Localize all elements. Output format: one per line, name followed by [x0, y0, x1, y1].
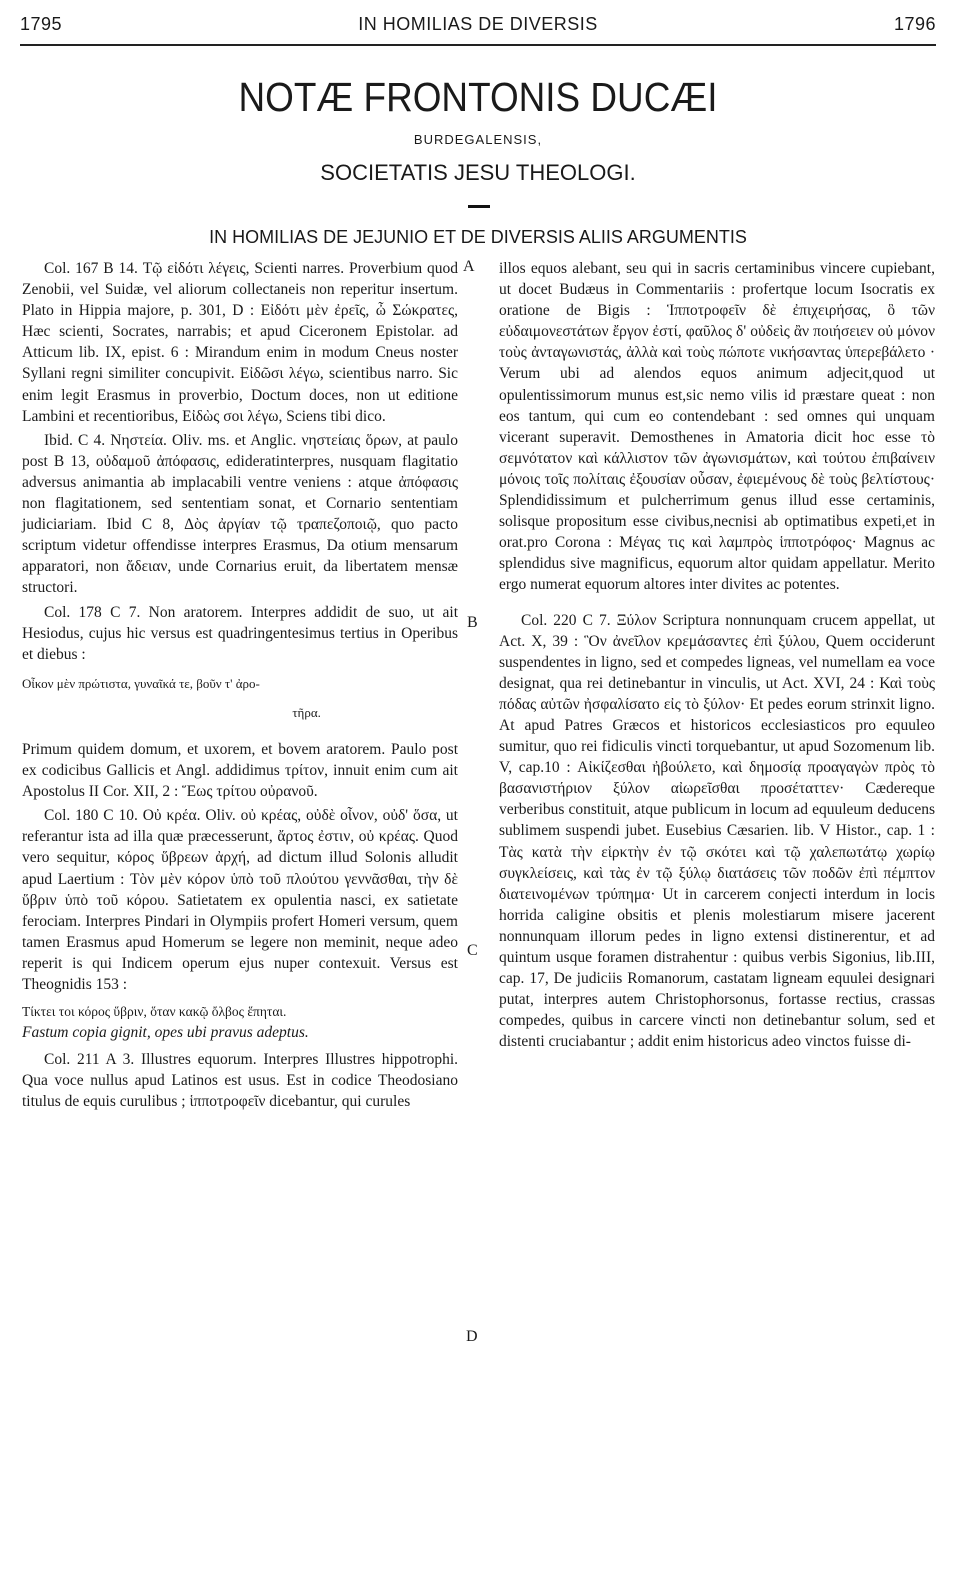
subtitle-society: SOCIETATIS JESU THEOLOGI. — [320, 160, 636, 185]
greek-verse-theognis: Τίκτει τοι κόρος ὕβριν, ὅταν κακῷ ὄλβος ἕπηται. — [22, 1004, 287, 1020]
subtitle-origin: BURDEGALENSIS, — [413, 132, 543, 147]
right-column — [499, 258, 935, 1055]
running-head — [20, 14, 936, 42]
header-rule — [20, 44, 936, 46]
margin-marker-b: B — [467, 614, 478, 631]
note-col-220: Col. 220 C 7. Ξύλον Scriptura nonnunquam crucem appellat, ut Act. X, 39 : Ὃν ἀνεῖλον κρεμάσαντες ἐπὶ ξύλου, Quem occiderunt suspendentes in ligno, sed et compedes ligneas, vel numellam ea voce designat, qua rei detinebantur in vinculis, ut Act. XVI, 24 : Καὶ τοὺς πόδας αὐτῶν ἠσφαλίσατο εἰς τὸ ξύλον· Et pedes eorum strinxit ligno. At apud Patres Græcos et historicos ecclesiasticos pro equuleo sumitur, quo rei fidiculis vincti torquebantur, ut apud Sozomenum lib. V, cap.10 : Αἰκίζεσθαι ἠβούλετο, καὶ δημοσίᾳ προαγαγὼν πρὸς τὸ βασανιστήριον ξύλον αἰωρεῖσθαι προσέταττεν· Cædereque verberibus constituit, atque publicum in locum ad equuleum deducens sublimem suspendi jubet. Eusebius Cæsarien. lib. V Histor., cap. 1 : Τὰς κατὰ τὴν εἱρκτὴν ἐν τῷ σκότει καὶ τῷ χαλεπωτάτῳ χωρίῳ συγκλείσεις, καὶ τὰς ἐν τῷ ξύλῳ διατάσεις τῶν ποδῶν ἐπὶ πέμπτον διατεινομένων τρύπημα· Ut in carcerem conjecti interdum in locis horrida caligine obsitis et plenis molestiarum misere jacerent nonnunquam illorum pedes in ligno extensi distinerentur, et ad quintum usque foramen distrahentur : quibus verbis Sigonius, lib.III, cap. 17, De judiciis Romanorum, castatam ligneam equulei designari putat, interpres autem Christophorsonus, fortasse rectius, crassas compedes, quibus in carcere vincti non detinebantur solum, sed et distenti cruciabantur ; addit enim historicus adeo vinctos fuisse di- — [499, 611, 935, 1051]
note-col-178: Col. 178 C 7. Non aratorem. Interpres addidit de suo, ut ait Hesiodus, cujus hic versus est quadringentesimus tertius in Operibus et diebus : — [22, 603, 458, 663]
note-primum-quidem: Primum quidem domum, et uxorem, et bovem aratorem. Paulo post ex codicibus Gallicis et Angl. addidimus τρίτον, innuit enim cum ait Apostolus II Cor. XII, 2 : Ἕως τρίτου οὐρανοῦ. — [22, 740, 458, 801]
note-col-180: Col. 180 C 10. Οὐ κρέα. Oliv. οὐ κρέας, οὐδὲ οἶνον, οὐδ' ὅσα, ut referantur ista ad illa quæ præcesserunt, ἄρτος ἐστιν, οὐ κρέας. Quod vero sequitur, κόρος ὕβρεων ἀρχή, ad dictum illud Solonis alludit apud Laertium : Τὸν μὲν κόρον ὑπὸ τοῦ πλούτου γεννᾶσθαι, τὴν δὲ ὕβριν ὑπὸ τοῦ κόρου. Satietatem ex opulentia nasci, ex satietate ferociam. Interpres Pindari in Olympiis profert Homeri versum, quem tamen Erasmus apud Homerum se legere non meminit, neque adeo reperit is qui Indicem operum ejus nuper contexuit. Versus est Theognidis 153 : — [22, 807, 458, 993]
note-col-211: Col. 211 A 3. Illustres equorum. Interpres Illustres hippotrophi. Qua voce nullus apud Latinos est usus. Est in codice Theodosiano titulus de equis curulibus ; ἱπποτροφεῖν dicebantur, qui curules — [22, 1051, 458, 1111]
note-ibid-c4: Ibid. C 4. Νηστεία. Oliv. ms. et Anglic. νηστείαις ὅρων, at paulo post B 13, οὐδαμοῦ ἀπόφασις, edideratinterpres, nusquam flagitatio adversus animantia ab implacabili ventre veniens : atque ἀπόφασις non flagitationem, sed sententiam sonat, et Cornario sententiam judiciariam. Ibid C 8, Δὸς ἀργίαν τῷ τραπεζοποιῷ, quo pacto scriptum videtur offendisse interpres Erasmus, Da otium mensarum apparatori, non ἄδειαν, unde Cornarius eruit, da libertatem mensæ structori. — [22, 431, 458, 597]
note-col-167: Col. 167 B 14. Τῷ εἰδότι λέγεις, Scienti narres. Proverbium quod Zenobii, vel Suidæ, vel aliorum collectaneis non reperitur insertum. Plato in Hippia majore, p. 301, D : Εἰδότι μὲν ἐρεῖς, ὦ Σώκρατες, Hæc scienti, Socrates, narrabis; et apud Ciceronem Epistolar. ad Atticum lib. IX, epist. 6 : Mirandum enim in modum Cneus noster Syllani regni similiter concupivit. Εἰδῶσι λέγω, scientibus narro. Sic enim legit Erasmus in proverbio, Doctum doces, non ut editione Lambini et recentioribus, Εἰδὼς σοι λέγω, Sciens tibi dico. — [22, 260, 458, 425]
margin-marker-a: A — [463, 258, 475, 275]
left-column — [22, 258, 458, 1116]
margin-marker-c: C — [467, 942, 478, 959]
note-continuation-equos: illos equos alebant, seu qui in sacris certaminibus vincere cupiebant, ut docet Budæus in Commentariis : profertque locum Isocratis ex oratione de Bigis : Ἱπποτροφεῖν δὲ ἐπιχειρήσας, ὃ τῶν εὐδαιμονεστάτων ἔργον ἐστί, φαῦλος δ' οὐδεὶς ἂν ποιήσειεν οὐ μόνον τοὺς ἀνταγωνιστάς, ἀλλὰ καὶ τοὺς πώποτε νικήσαντας ὑπερεβάλετο · Verum ubi ad alendos equos animum adjecit,quod ut opulentissimorum munus est,sic nemo vilis id præstare queat : non eos tantum, qui cum eo contendebant : sed omnes qui unquam vicerant superavit. Demosthenes in Amatoria dicit hoc esse τὸ σεμνότατον καὶ κάλλιστον τῶν ἀγωνισμάτων, καὶ τούτου ἐπιβαίνειν μόνοις τοῖς πολίταις ἐξουσίαν οὖσαν, ἐφιεμένους δὲ τοὺς βελτίστους· Splendidissimum et pulcherrimum genus illud esse certaminis, solisque propositum esse civibus,necnisi ab optimatibus expeti,et in orat.pro Corona : Μέγας τις καὶ λαμπρὸς ἱπποτρόφος· Magnus ac splendidus sive magnificus, equorum altor quidam appellatur. Merito ergo numerat equorum altores inter divites ac potentes. — [499, 260, 935, 594]
margin-marker-d: D — [466, 1328, 478, 1345]
greek-verse-hesiod-end: τῆρα. — [292, 704, 321, 720]
latin-verse-theognis: Fastum copia gignit, opes ubi pravus adeptus. — [22, 1024, 309, 1042]
section-heading: IN HOMILIAS DE JEJUNIO ET DE DIVERSIS ALIIS ARGUMENTIS — [209, 227, 747, 247]
page-number-right: 1796 — [893, 14, 936, 34]
page-title: NOTÆ FRONTONIS DUCÆI — [238, 74, 718, 120]
page-number-left: 1795 — [20, 14, 63, 34]
greek-verse-hesiod: Οἶκον μὲν πρώτιστα, γυναῖκά τε, βοῦν τ' ἀρο- — [22, 675, 260, 691]
separator-dash — [468, 205, 490, 208]
running-title: IN HOMILIAS DE DIVERSIS — [358, 14, 598, 34]
